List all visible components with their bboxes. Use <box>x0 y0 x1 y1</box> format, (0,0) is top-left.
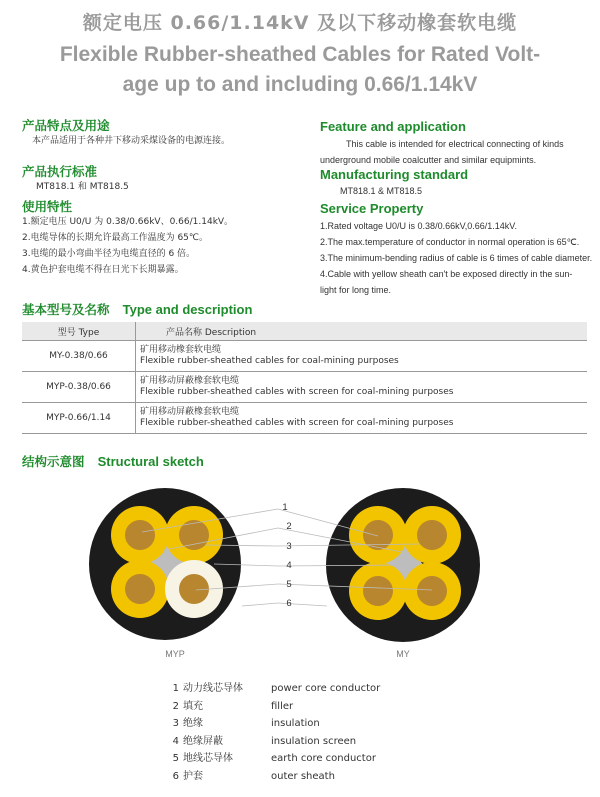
legend-item <box>165 733 465 751</box>
sketch-heading <box>22 451 204 470</box>
service-list-en <box>320 218 592 298</box>
service-heading-cn: 使用特性 <box>22 199 73 214</box>
desc-cn: 矿用移动屏蔽橡套软电缆 <box>140 376 240 386</box>
desc-en: Flexible rubber-sheathed cables for coal-mining purposes <box>140 356 399 366</box>
conductor <box>417 576 447 606</box>
service-item-en: 1.Rated voltage U0/U is 0.38/0.66kV,0.66/1.14kV. <box>320 221 517 231</box>
desc-cell <box>136 341 588 372</box>
conductor <box>417 520 447 550</box>
sketch-heading-cn: 结构示意图 <box>22 454 85 469</box>
table-row <box>22 341 587 372</box>
sketch-number: 6 <box>286 598 292 609</box>
legend-item <box>165 768 465 786</box>
legend-cn: 地线芯导体 <box>183 753 233 764</box>
title-en-line2: age up to and including 0.66/1.14kV <box>122 73 478 96</box>
legend-cn: 绝缘 <box>183 718 203 729</box>
table-header-row <box>22 322 587 341</box>
service-list-cn <box>22 214 233 278</box>
desc-cn: 矿用移动屏蔽橡套软电缆 <box>140 407 240 417</box>
legend-item <box>165 750 465 768</box>
types-heading-cn: 基本型号及名称 <box>22 302 110 317</box>
sketch-number: 3 <box>286 541 292 552</box>
sketch-number: 5 <box>286 579 292 590</box>
legend-num: 5 <box>172 753 179 764</box>
types-table <box>22 322 587 434</box>
types-heading <box>22 299 252 318</box>
service-heading-en: Service Property <box>320 201 424 216</box>
power-core <box>349 506 407 564</box>
standard-text-en: MT818.1 & MT818.5 <box>340 186 423 196</box>
conductor <box>125 574 155 604</box>
legend-num: 2 <box>172 700 179 712</box>
legend-num: 3 <box>172 718 179 729</box>
table-row <box>22 372 587 403</box>
conductor <box>125 520 155 550</box>
legend-cn: 护套 <box>183 770 203 782</box>
feature-text-en-1: This cable is intended for electrical connecting of kinds <box>346 139 564 149</box>
desc-cn: 矿用移动橡套软电缆 <box>140 345 222 355</box>
feature-heading-cn: 产品特点及用途 <box>22 118 110 133</box>
legend-cn: 填充 <box>183 700 203 712</box>
desc-en: Flexible rubber-sheathed cables with screen for coal-mining purposes <box>140 418 454 428</box>
legend-en: power core conductor <box>271 683 381 694</box>
service-item-en: light for long time. <box>320 285 392 295</box>
power-core <box>165 506 223 564</box>
conductor <box>179 520 209 550</box>
desc-en: Flexible rubber-sheathed cables with screen for coal-mining purposes <box>140 387 454 397</box>
legend-en: outer sheath <box>271 770 335 782</box>
sketch-number: 2 <box>286 521 292 532</box>
legend-item <box>165 698 465 716</box>
legend-cn: 动力线芯导体 <box>183 683 243 694</box>
power-core <box>349 562 407 620</box>
col-desc-header: 产品名称 Description <box>136 322 588 341</box>
legend-cn: 绝缘屏蔽 <box>183 735 223 747</box>
service-item-cn: 3.电缆的最小弯曲半径为电缆直径的 6 倍。 <box>22 249 196 259</box>
type-cell: MYP-0.66/1.14 <box>22 403 136 434</box>
legend-num: 6 <box>172 770 179 782</box>
power-core <box>403 506 461 564</box>
service-item-cn: 2.电缆导体的长期允许最高工作温度为 65℃。 <box>22 233 209 243</box>
standard-heading-cn: 产品执行标准 <box>22 164 98 179</box>
cable-label-myp: MYP <box>165 649 185 659</box>
service-item-en: 2.The max.temperature of conductor in normal operation is 65℃. <box>320 237 580 247</box>
sketch-legend <box>165 680 465 785</box>
legend-item <box>165 715 465 733</box>
sketch-number: 1 <box>282 502 288 513</box>
legend-en: insulation <box>271 718 320 729</box>
earth-core <box>403 562 461 620</box>
service-item-cn: 1.额定电压 U0/U 为 0.38/0.66kV、0.66/1.14kV。 <box>22 217 234 227</box>
cable-label-my: MY <box>396 649 410 659</box>
service-item-cn: 4.黄色护套电缆不得在日光下长期暴露。 <box>22 265 184 275</box>
page-title-en <box>0 40 600 100</box>
legend-num: 1 <box>172 683 179 694</box>
legend-en: filler <box>271 700 294 712</box>
feature-heading-en: Feature and application <box>320 119 466 134</box>
feature-text-en-2: underground mobile coalcutter and similar equipmints. <box>320 155 537 165</box>
legend-en: earth core conductor <box>271 753 376 764</box>
col-type-header: 型号 Type <box>22 322 136 341</box>
service-item-en: 3.The minimum-bending radius of cable is 6 times of cable diameter. <box>320 253 593 263</box>
standard-text-cn: MT818.1 和 MT818.5 <box>36 182 129 192</box>
legend-en: insulation screen <box>271 735 357 747</box>
desc-cell <box>136 372 588 403</box>
legend-item <box>165 680 465 698</box>
title-en-line1: Flexible Rubber-sheathed Cables for Rated Volt- <box>59 43 541 66</box>
sketch-heading-en: Structural sketch <box>97 454 204 469</box>
page-title-cn: 额定电压 0.66/1.14kV 及以下移动橡套软电缆 <box>82 12 518 34</box>
standard-heading-en: Manufacturing standard <box>320 167 469 182</box>
sketch-number: 4 <box>286 560 292 571</box>
type-cell: MYP-0.38/0.66 <box>22 372 136 403</box>
table-row <box>22 403 587 434</box>
desc-cell <box>136 403 588 434</box>
types-heading-en: Type and description <box>122 302 253 317</box>
conductor <box>363 576 393 606</box>
feature-text-cn: 本产品适用于各种井下移动采煤设备的电源连接。 <box>32 136 231 146</box>
type-cell: MY-0.38/0.66 <box>22 341 136 372</box>
legend-num: 4 <box>172 735 179 747</box>
power-core <box>111 560 169 618</box>
service-item-en: 4.Cable with yellow sheath can't be exposed directly in the sun- <box>320 269 573 279</box>
power-core <box>111 506 169 564</box>
cable-sketch <box>0 478 600 668</box>
